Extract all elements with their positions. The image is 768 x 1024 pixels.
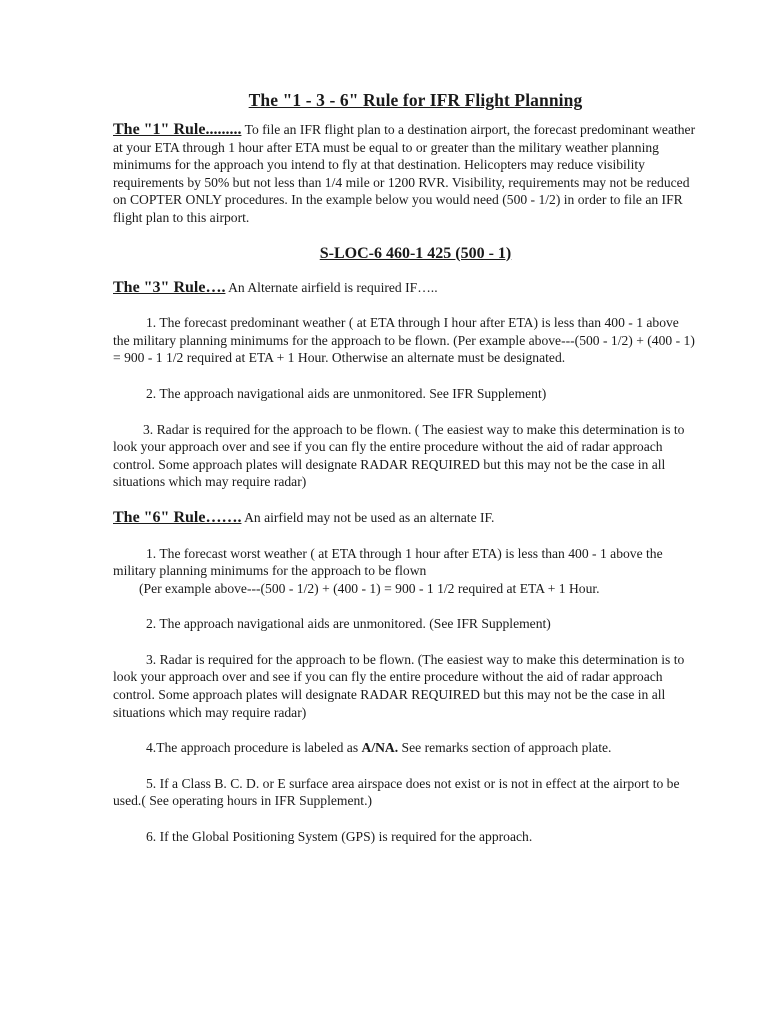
rule6-item-4-post: See remarks section of approach plate.	[398, 740, 612, 756]
rule6-item-2: 2. The approach navigational aids are unmonitored. (See IFR Supplement)	[146, 616, 551, 632]
rule3-heading: The "3" Rule….	[113, 278, 226, 296]
rule3-item-3: 3. Radar is required for the approach to be flown. ( The easiest way to make this determination is to look your approach over and see if you can fly the entire procedure without the aid of radar approach control. Some approach plates will designate RADAR REQUIRED but this may not be the case in all situations which may require radar)	[113, 421, 685, 490]
rule6-item-5: 5. If a Class B. C. D. or E surface area airspace does not exist or is not in effect at the airport to be used.( See operating hours in IFR Supplement.)	[113, 775, 680, 809]
rule6-item-1	[113, 545, 698, 598]
rule6-heading: The "6" Rule…….	[113, 508, 242, 526]
rule1-text: To file an IFR flight plan to a destination airport, the forecast predominant weather at your ETA through 1 hour after ETA must be equal to or greater than the military weather planning minimums for the approach you intend to fly at that destination. Helicopters may reduce visibility requirements by 50% but not less than 1/4 mile or 1200 RVR. Visibility, requirements may not be reduced on COPTER ONLY procedures. In the example below you would need (500 - 1/2) in order to file an IFR flight plan to this airport.	[113, 122, 696, 225]
rule6-item-1-text: 1. The forecast worst weather ( at ETA through 1 hour after ETA) is less than 400 - 1 above the military planning minimums for the approach to be flown	[113, 545, 663, 579]
rule6-item-4	[113, 739, 698, 757]
rule3-item-2: 2. The approach navigational aids are unmonitored. See IFR Supplement)	[146, 385, 547, 401]
document-page	[113, 90, 698, 846]
rule6-item-4-pre: 4.The approach procedure is labeled as	[146, 740, 362, 756]
rule6-item-4-bold: A/NA.	[361, 740, 399, 756]
rule1-heading: The "1" Rule.........	[113, 121, 242, 138]
rule6-item-1-example: (Per example above---(500 - 1/2) + (400 - 1) = 900 - 1 1/2 required at ETA + 1 Hour.	[139, 580, 600, 596]
rule6-intro: An airfield may not be used as an alternate IF.	[241, 509, 495, 525]
rule1-paragraph	[113, 121, 698, 227]
rule6-item-6: 6. If the Global Positioning System (GPS) is required for the approach.	[146, 829, 533, 845]
rule6-intro-paragraph	[113, 509, 698, 527]
rule3-intro: An Alternate airfield is required IF…..	[225, 279, 438, 295]
rule3-intro-paragraph	[113, 279, 698, 297]
rule3-item-1: 1. The forecast predominant weather ( at ETA through I hour after ETA) is less than 400 - 1 above the military planning minimums for the approach to be flown. (Per example above---(500 - 1/2) + (400 - 1) = 900 - 1 1/2 required at ETA + 1 Hour. Otherwise an alternate must be designated.	[113, 315, 695, 366]
example-approach-line: S-LOC-6 460-1 425 (500 - 1)	[319, 244, 512, 262]
document-title: The "1 - 3 - 6" Rule for IFR Flight Planning	[248, 90, 583, 110]
rule6-item-3: 3. Radar is required for the approach to be flown. (The easiest way to make this determination is to look your approach over and see if you can fly the entire procedure without the aid of radar approach control. Some approach plates will designate RADAR REQUIRED but this may not be the case in all situations which may require radar)	[113, 651, 685, 720]
